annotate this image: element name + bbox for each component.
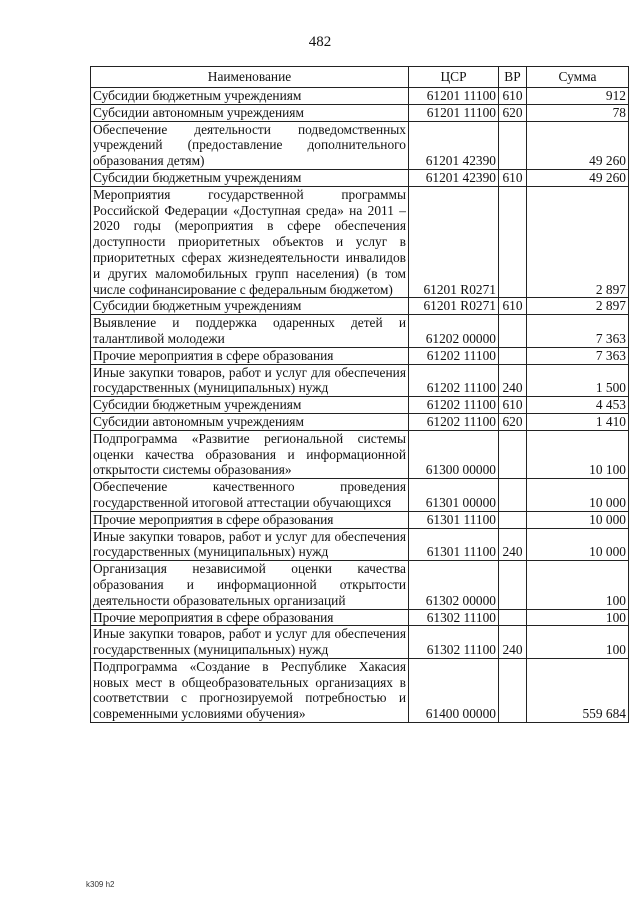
table-row bbox=[91, 511, 629, 528]
cell-csr: 61201 R0271 bbox=[409, 186, 499, 298]
cell-sum: 78 bbox=[527, 104, 629, 121]
cell-vr bbox=[499, 658, 527, 722]
cell-sum: 100 bbox=[527, 626, 629, 659]
cell-sum: 10 000 bbox=[527, 528, 629, 561]
table-row bbox=[91, 528, 629, 561]
cell-vr bbox=[499, 561, 527, 609]
table-row bbox=[91, 88, 629, 105]
cell-vr bbox=[499, 347, 527, 364]
cell-name: Субсидии автономным учреждениям bbox=[91, 104, 409, 121]
cell-name: Прочие мероприятия в сфере образования bbox=[91, 609, 409, 626]
cell-sum: 559 684 bbox=[527, 658, 629, 722]
cell-sum: 1 500 bbox=[527, 364, 629, 397]
table-row bbox=[91, 479, 629, 512]
table-row bbox=[91, 169, 629, 186]
header-vr: ВР bbox=[499, 67, 527, 88]
table-row bbox=[91, 186, 629, 298]
cell-csr: 61201 R0271 bbox=[409, 298, 499, 315]
cell-csr: 61301 11100 bbox=[409, 511, 499, 528]
cell-sum: 10 100 bbox=[527, 430, 629, 478]
cell-csr: 61202 11100 bbox=[409, 347, 499, 364]
cell-csr: 61400 00000 bbox=[409, 658, 499, 722]
cell-sum: 100 bbox=[527, 561, 629, 609]
cell-name: Прочие мероприятия в сфере образования bbox=[91, 347, 409, 364]
cell-name: Мероприятия государственной программы Российской Федерации «Доступная среда» на 2011 – 2020 годы (мероприятия в сфере обеспечения доступности приоритетных объектов и услуг в приоритетных сферах жизнедеятельности инвалидов и других маломобильных групп населения) (в том числе софинансирование с федеральным бюджетом) bbox=[91, 186, 409, 298]
cell-csr: 61202 00000 bbox=[409, 315, 499, 348]
table-row bbox=[91, 397, 629, 414]
cell-csr: 61202 11100 bbox=[409, 413, 499, 430]
cell-name: Выявление и поддержка одаренных детей и талантливой молодежи bbox=[91, 315, 409, 348]
cell-csr: 61201 11100 bbox=[409, 104, 499, 121]
cell-vr: 620 bbox=[499, 104, 527, 121]
cell-name: Подпрограмма «Создание в Республике Хакасия новых мест в общеобразовательных организациях в соответствии с прогнозируемой потребностью и современными условиями обучения» bbox=[91, 658, 409, 722]
cell-name: Субсидии бюджетным учреждениям bbox=[91, 397, 409, 414]
table-row bbox=[91, 121, 629, 169]
table-body bbox=[91, 88, 629, 723]
table-row bbox=[91, 104, 629, 121]
cell-csr: 61302 11100 bbox=[409, 626, 499, 659]
header-name: Наименование bbox=[91, 67, 409, 88]
cell-sum: 1 410 bbox=[527, 413, 629, 430]
table-row bbox=[91, 315, 629, 348]
cell-csr: 61302 11100 bbox=[409, 609, 499, 626]
cell-name: Организация независимой оценки качества образования и информационной открытости деятельности образовательных организаций bbox=[91, 561, 409, 609]
cell-csr: 61301 11100 bbox=[409, 528, 499, 561]
cell-csr: 61201 42390 bbox=[409, 121, 499, 169]
cell-csr: 61300 00000 bbox=[409, 430, 499, 478]
cell-vr bbox=[499, 121, 527, 169]
table-row bbox=[91, 347, 629, 364]
table-row bbox=[91, 413, 629, 430]
cell-vr bbox=[499, 315, 527, 348]
cell-sum: 10 000 bbox=[527, 511, 629, 528]
cell-vr bbox=[499, 609, 527, 626]
cell-vr: 610 bbox=[499, 88, 527, 105]
page-number: 482 bbox=[308, 34, 332, 50]
cell-vr bbox=[499, 186, 527, 298]
cell-csr: 61202 11100 bbox=[409, 397, 499, 414]
cell-sum: 4 453 bbox=[527, 397, 629, 414]
cell-vr: 240 bbox=[499, 626, 527, 659]
cell-sum: 100 bbox=[527, 609, 629, 626]
cell-vr bbox=[499, 511, 527, 528]
table-row bbox=[91, 298, 629, 315]
cell-sum: 2 897 bbox=[527, 186, 629, 298]
cell-name: Иные закупки товаров, работ и услуг для обеспечения государственных (муниципальных) нужд bbox=[91, 626, 409, 659]
cell-name: Субсидии бюджетным учреждениям bbox=[91, 88, 409, 105]
cell-csr: 61201 42390 bbox=[409, 169, 499, 186]
cell-csr: 61302 00000 bbox=[409, 561, 499, 609]
cell-vr: 240 bbox=[499, 364, 527, 397]
cell-vr: 610 bbox=[499, 169, 527, 186]
cell-vr: 240 bbox=[499, 528, 527, 561]
cell-sum: 49 260 bbox=[527, 121, 629, 169]
cell-name: Подпрограмма «Развитие региональной системы оценки качества образования и информационной открытости системы образования» bbox=[91, 430, 409, 478]
table-row bbox=[91, 609, 629, 626]
cell-sum: 7 363 bbox=[527, 347, 629, 364]
cell-vr bbox=[499, 430, 527, 478]
cell-vr bbox=[499, 479, 527, 512]
cell-sum: 7 363 bbox=[527, 315, 629, 348]
cell-name: Иные закупки товаров, работ и услуг для обеспечения государственных (муниципальных) нужд bbox=[91, 528, 409, 561]
budget-table bbox=[90, 66, 629, 723]
cell-vr: 620 bbox=[499, 413, 527, 430]
table-row bbox=[91, 364, 629, 397]
table-row bbox=[91, 626, 629, 659]
header-csr: ЦСР bbox=[409, 67, 499, 88]
table-row bbox=[91, 430, 629, 478]
cell-name: Субсидии бюджетным учреждениям bbox=[91, 298, 409, 315]
footer-code: k309 h2 bbox=[86, 880, 115, 889]
table-header-row bbox=[91, 67, 629, 88]
header-sum: Сумма bbox=[527, 67, 629, 88]
cell-name: Прочие мероприятия в сфере образования bbox=[91, 511, 409, 528]
cell-name: Иные закупки товаров, работ и услуг для обеспечения государственных (муниципальных) нужд bbox=[91, 364, 409, 397]
cell-vr: 610 bbox=[499, 397, 527, 414]
cell-csr: 61201 11100 bbox=[409, 88, 499, 105]
table-row bbox=[91, 658, 629, 722]
cell-sum: 912 bbox=[527, 88, 629, 105]
cell-sum: 10 000 bbox=[527, 479, 629, 512]
cell-sum: 2 897 bbox=[527, 298, 629, 315]
cell-vr: 610 bbox=[499, 298, 527, 315]
cell-name: Субсидии бюджетным учреждениям bbox=[91, 169, 409, 186]
cell-csr: 61202 11100 bbox=[409, 364, 499, 397]
table-row bbox=[91, 561, 629, 609]
cell-name: Обеспечение деятельности подведомственных учреждений (предоставление дополнительного образования детям) bbox=[91, 121, 409, 169]
cell-sum: 49 260 bbox=[527, 169, 629, 186]
cell-name: Субсидии автономным учреждениям bbox=[91, 413, 409, 430]
cell-name: Обеспечение качественного проведения государственной итоговой аттестации обучающихся bbox=[91, 479, 409, 512]
cell-csr: 61301 00000 bbox=[409, 479, 499, 512]
